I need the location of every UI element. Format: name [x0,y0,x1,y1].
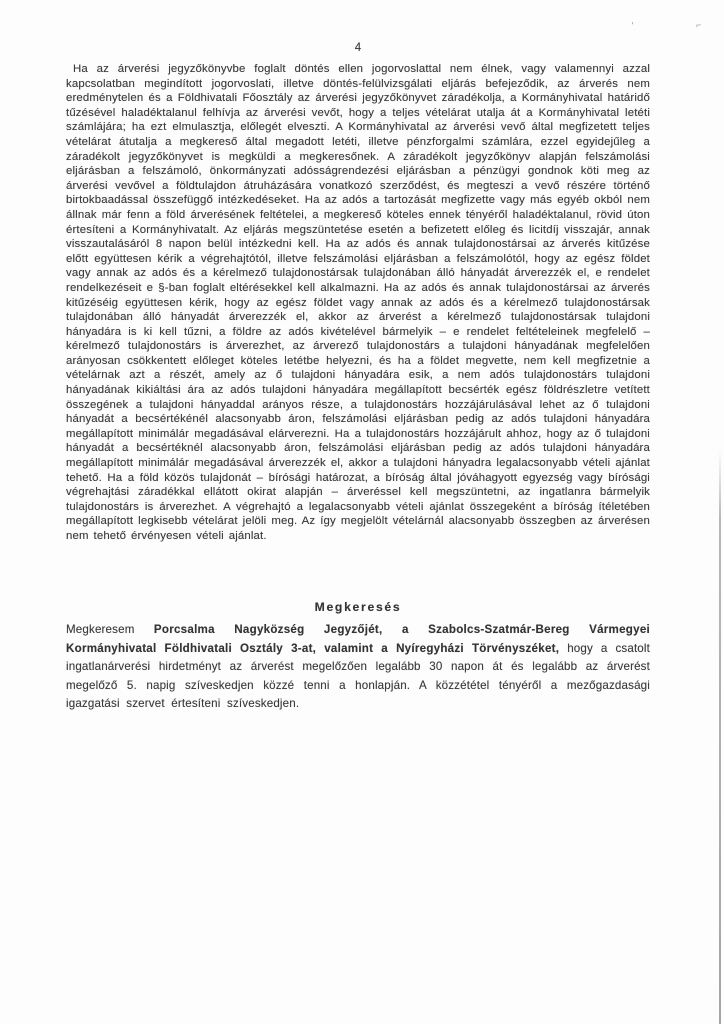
request-paragraph-suffix: hogy a csatolt ingatlanárverési hirdetményt az árverést megelőzően legalább 30 napon át és legalább az árverést megelőző 5. napig szíveskedjen közzé tenni a honlapján. A közzététel tényéről a mezőgazdasági igazgatási szervet értesíteni szíveskedjen. [66,641,651,711]
scan-artifact-mark: ' [630,20,634,33]
scan-edge-line [719,450,721,1024]
scan-artifact-mark: ⌐ [695,19,702,31]
page-number: 4 [354,42,362,54]
section-heading-megkereses: Megkeresés [314,600,402,614]
request-paragraph [66,621,650,714]
legal-text-paragraph: Ha az árverési jegyzőkönyvbe foglalt döntés ellen jogorvoslattal nem élnek, vagy valamennyi azzal kapcsolatban megindított jogorvoslati, illetve döntés-felülvizsgálati eljárás befejeződik, az árverés nem eredménytelen és a Földhivatali Főosztály az árverési jegyzőkönyvet záradékolja, a Kormányhivatal határidő tűzésével haladéktalanul felhívja az árverési vevőt, hogy a teljes vételárat utalja át a Kormányhivatal letéti számlájára; ha ezt elmulasztja, előlegét elveszti. A Kormányhivatal az árverési vevő által megfizetett teljes vételárat átutalja a megkereső által megadott letéti, illetve pénzforgalmi számlára, ezzel egyidejűleg a záradékolt jegyzőkönyvet is megküldi a megkeresőnek. A záradékolt jegyzőkönyv alapján felszámolási eljárásban a felszámoló, önkormányzati adósságrendezési eljárásban a pénzügyi gondnok köti meg az árverési vevővel a földtulajdon átruházására vonatkozó szerződést, és megteszi a vevő részére történő birtokbaadással összefüggő intézkedéseket. Ha az adós a tartozását megfizette vagy más egyéb okból nem állnak már fenn a föld árverésének feltételei, a megkereső köteles ennek tényéről haladéktalanul, rövid úton értesíteni a Kormányhivatalt. Az eljárás megszüntetése esetén a befizetett előleg és licitdíj visszajár, annak visszautalásáról 8 napon belül intézkedni kell. Ha az adós és annak tulajdonostársai az árverés kitűzése előtt együttesen kérik a végrehajtótól, illetve felszámolási eljárásban a felszámolótól, hogy az egész földet vagy annak az adós és a kérelmező tulajdonostársak tulajdonában álló hányadát árverezzék el, e rendelet rendelkezéseit e §-ban foglalt eltérésekkel kell alkalmazni. Ha az adós és annak tulajdonostársai az árverés kitűzéséig együttesen kérik, hogy az egész földet vagy annak az adós és a kérelmező tulajdonostársak tulajdonában álló hányadát árverezzék el, akkor az árverést a kérelmező tulajdonostársak tulajdoni hányadára is ki kell tűzni, a földre az adós kivételével bármelyik – e rendelet feltételeinek megfelelő – kérelmező tulajdonostárs is árverezhet, az árverező tulajdonostárs a tulajdoni hányadának megfelelően arányosan csökkentett előleget köteles letétbe helyezni, és ha a földet megvette, nem kell megfizetnie a vételárnak azt a részét, amely az ő tulajdoni hányadára esik, a nem adós tulajdonostárs tulajdoni hányadának kikiáltási ára az adós tulajdoni hányadára megállapított becsérték egész földrészletre vetített összegének a tulajdoni hányaddal arányos része, a tulajdonostárs hozzájárulásával lehet az ő tulajdoni hányadát a becsértékénél alacsonyabb áron, felszámolási eljárásban pedig az adós tulajdoni hányadára megállapított minimálár megadásával elárverezni. Ha a tulajdonostárs hozzájárult ahhoz, hogy az ő tulajdoni hányadát a becsértéknél alacsonyabb áron, felszámolási eljárásban pedig az adós tulajdoni hányadára megállapított minimálár megadásával árverezzék el, akkor a tulajdoni hányadra legalacsonyabb vételi ajánlat tehető. Ha a föld közös tulajdonát – bírósági határozat, a bíróság által jóváhagyott egyezség vagy bírósági végrehajtási záradékkal ellátott okirat alapján – árveréssel kell megszüntetni, az ingatlanra bármelyik tulajdonostárs is árverezhet. A végrehajtó a legalacsonyabb vételi ajánlat összegeként a bíróság ítéletében megállapított legkisebb vételárat jelöli meg. Az így megjelölt vételárnál alacsonyabb összegben az árverésen nem tehető érvényesen vételi ajánlat. [66,63,650,542]
request-paragraph-prefix: Megkeresem [66,623,154,636]
request-paragraph-addressees: Porcsalma Nagyközség Jegyzőjét, a Szabolcs-Szatmár-Bereg Vármegyei Kormányhivatal Földhivatali Osztály 3-at, valamint a Nyíregyházi Törvényszéket, [66,623,650,655]
